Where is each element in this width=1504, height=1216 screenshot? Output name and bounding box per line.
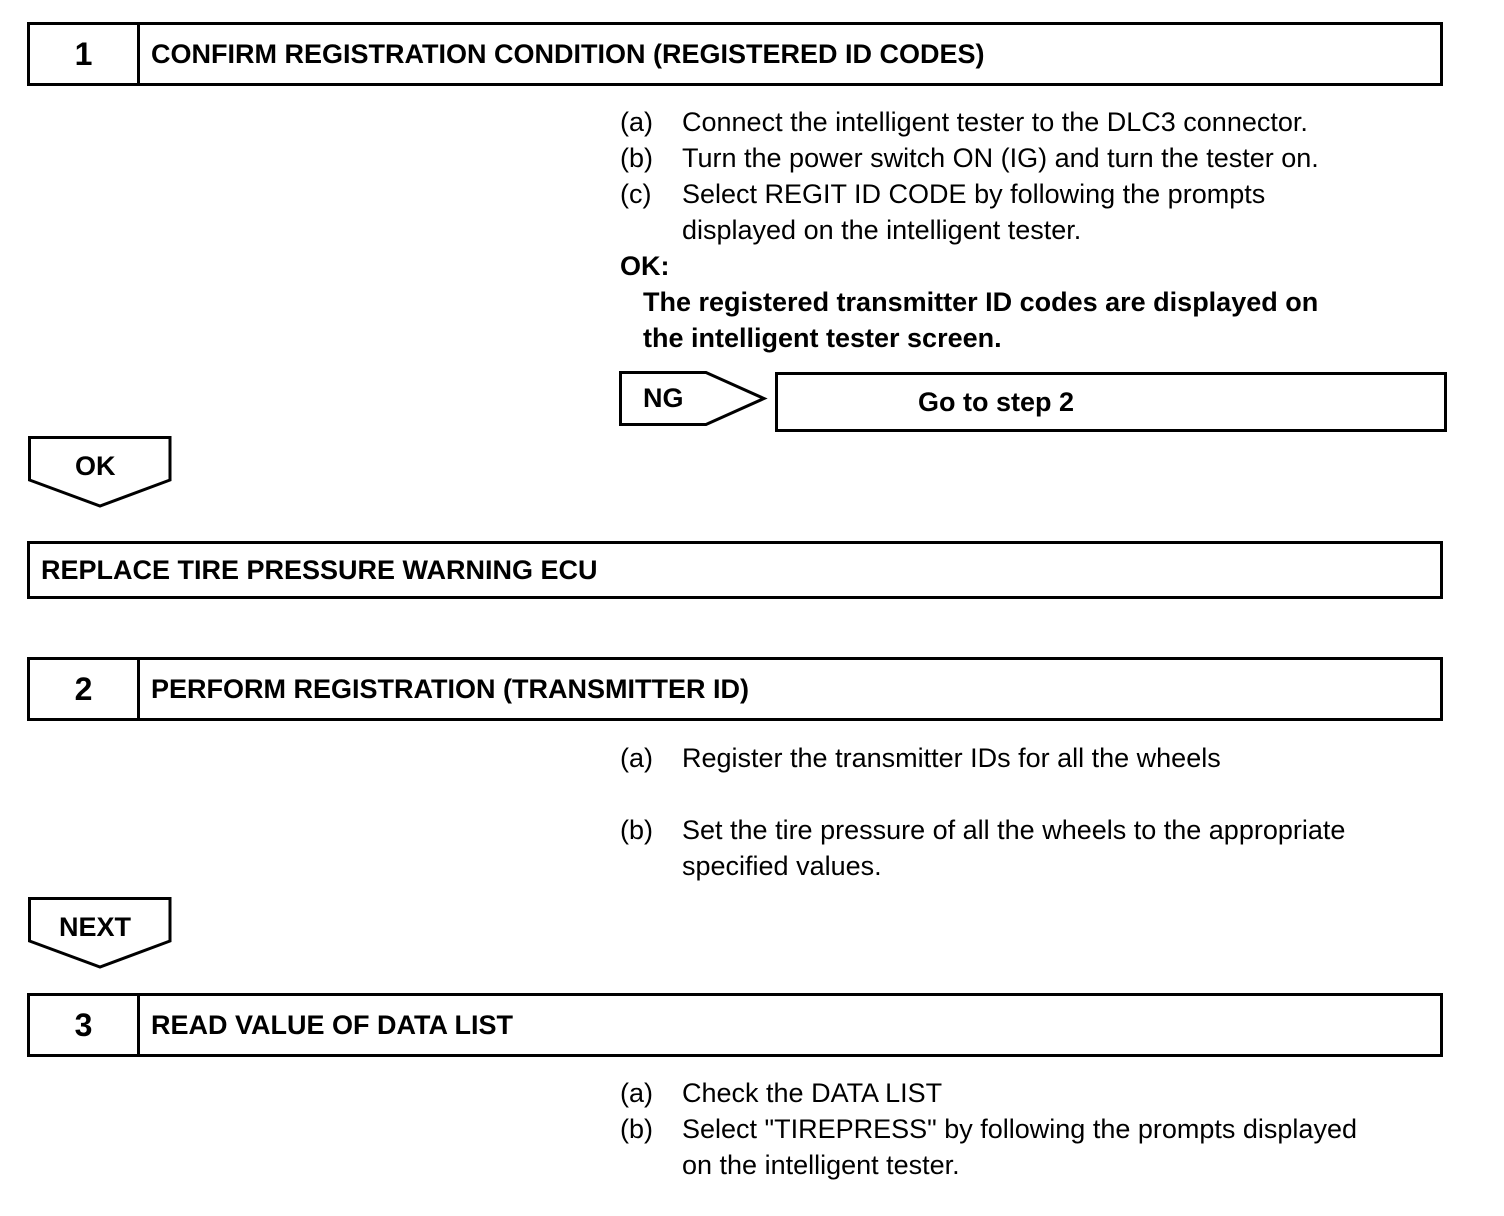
item-label: (a) <box>620 1078 653 1108</box>
ng-arrow <box>619 371 767 429</box>
step-3-title: READ VALUE OF DATA LIST <box>151 1009 513 1040</box>
action-text: REPLACE TIRE PRESSURE WARNING ECU <box>41 554 598 585</box>
ok-arrow <box>28 436 174 510</box>
item-text: Register the transmitter IDs for all the wheels <box>682 743 1221 773</box>
step-2-title: PERFORM REGISTRATION (TRANSMITTER ID) <box>151 673 749 704</box>
item-text: on the intelligent tester. <box>682 1150 960 1180</box>
step-3-number: 3 <box>30 996 140 1054</box>
ng-target-text: Go to step 2 <box>917 386 1074 417</box>
ok-label: OK <box>75 451 116 481</box>
item-label: (a) <box>620 107 653 137</box>
item-label: (b) <box>620 815 653 845</box>
item-text: Turn the power switch ON (IG) and turn the tester on. <box>682 143 1319 173</box>
ok-criteria-line-2: the intelligent tester screen. <box>643 323 1002 353</box>
next-label: NEXT <box>59 912 132 942</box>
item-text: Check the DATA LIST <box>682 1078 943 1108</box>
item-text: Set the tire pressure of all the wheels to the appropriate <box>682 815 1346 845</box>
ok-heading: OK: <box>620 251 670 281</box>
step-1-title: CONFIRM REGISTRATION CONDITION (REGISTERED ID CODES) <box>151 38 985 69</box>
item-text: displayed on the intelligent tester. <box>682 215 1082 245</box>
ng-label: NG <box>643 383 684 413</box>
item-label: (c) <box>620 179 652 209</box>
item-label: (b) <box>620 1114 653 1144</box>
step-1-header <box>27 22 1443 86</box>
item-text: Select REGIT ID CODE by following the prompts <box>682 179 1266 209</box>
step-2-number: 2 <box>30 660 140 718</box>
item-label: (a) <box>620 743 653 773</box>
ok-criteria-line-1: The registered transmitter ID codes are displayed on <box>643 287 1319 317</box>
step-2-header <box>27 657 1443 721</box>
next-arrow <box>28 897 174 971</box>
item-text: Connect the intelligent tester to the DLC3 connector. <box>682 107 1308 137</box>
item-label: (b) <box>620 143 653 173</box>
item-text: Select "TIREPRESS" by following the prompts displayed <box>682 1114 1357 1144</box>
ng-result-box <box>775 372 1447 432</box>
step-3-header <box>27 993 1443 1057</box>
step-1-number: 1 <box>30 25 140 83</box>
action-box <box>27 541 1443 599</box>
item-text: specified values. <box>682 851 882 881</box>
